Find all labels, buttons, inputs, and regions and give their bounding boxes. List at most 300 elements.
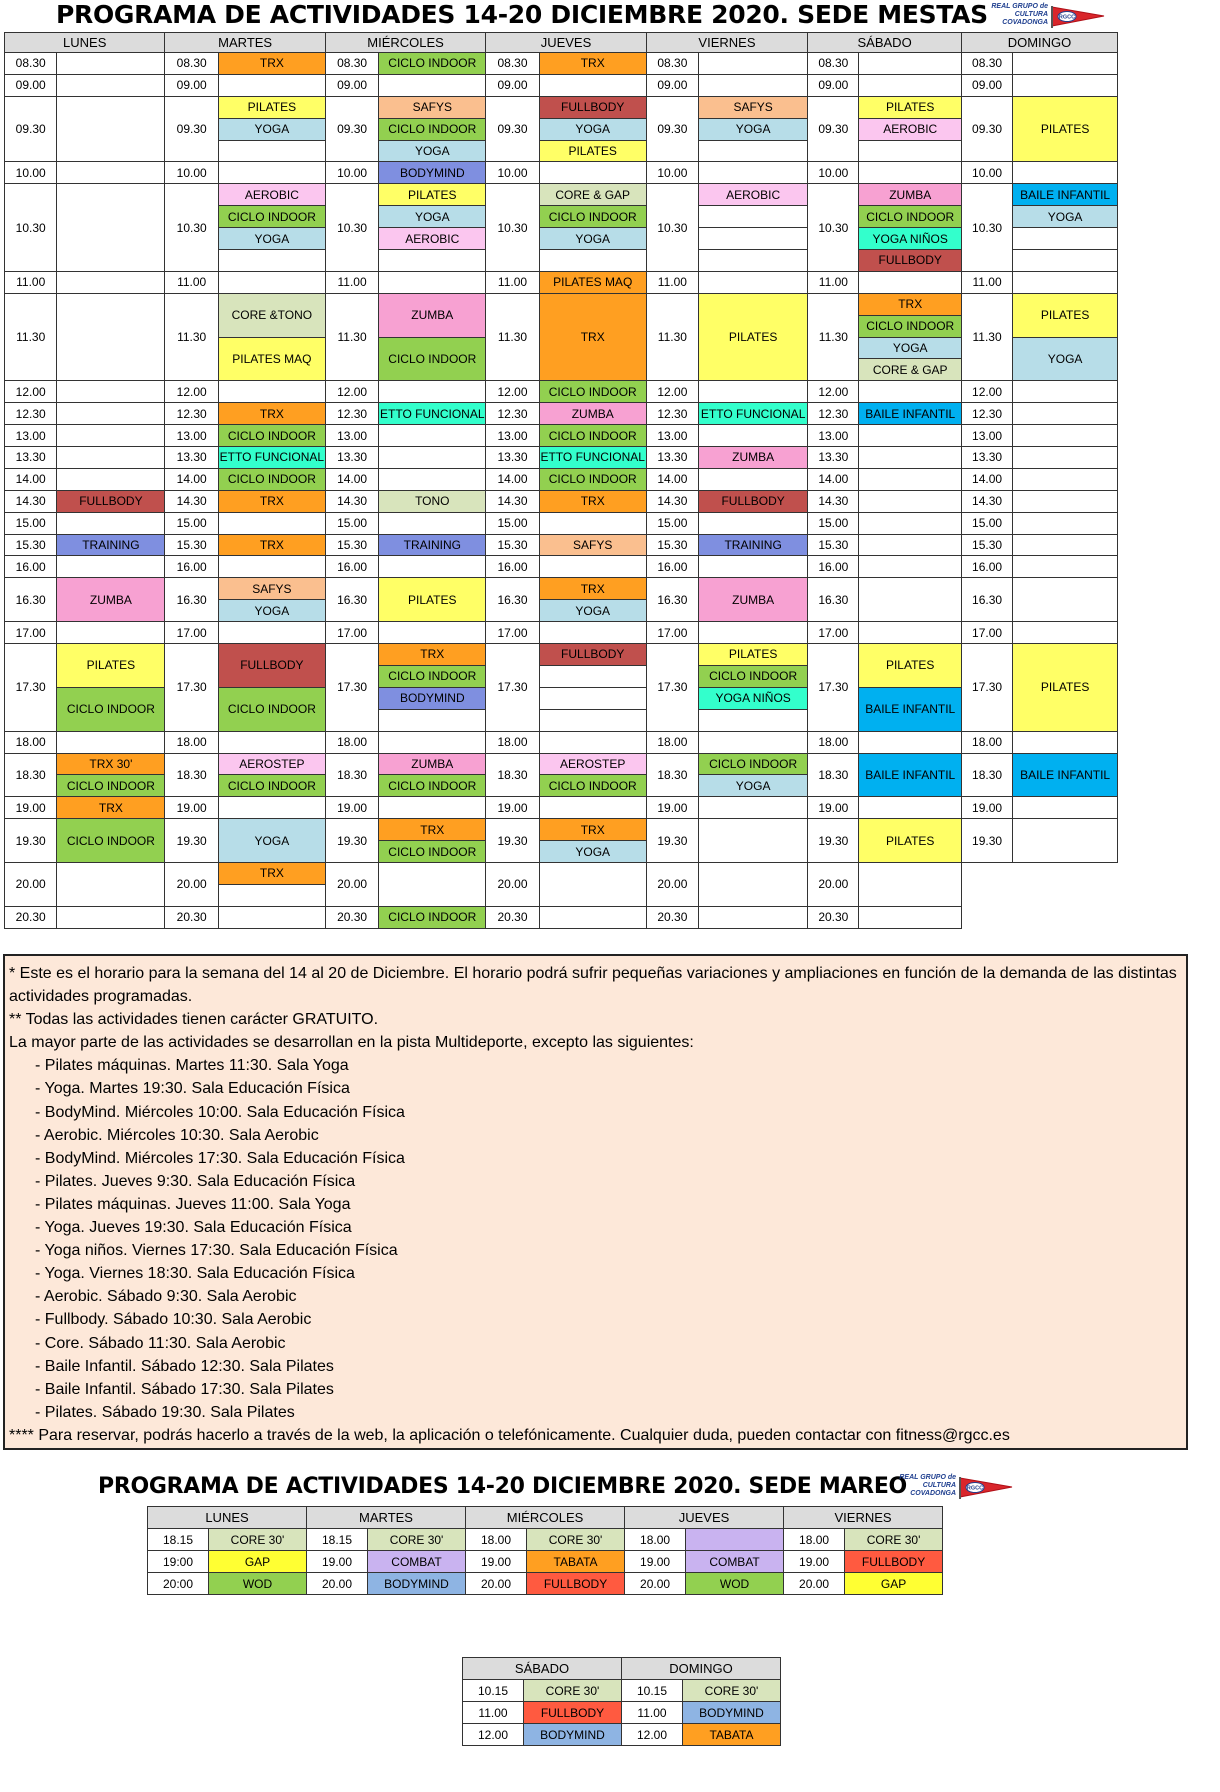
time-cell: 17.30 — [808, 644, 859, 732]
time-slot-row — [5, 447, 1118, 469]
time-cell: 12.00 — [622, 1724, 683, 1746]
time-cell: 19.30 — [165, 819, 218, 863]
empty-cell — [859, 906, 961, 928]
time-cell: 12.00 — [808, 381, 859, 403]
activity-cell: ETTO FUNCIONAL — [218, 447, 325, 469]
day-header: MIÉRCOLES — [325, 33, 485, 53]
mareo-weekday-table — [147, 1506, 943, 1595]
time-cell: 19.00 — [325, 797, 378, 819]
activity-cell: TABATA — [683, 1724, 781, 1746]
empty-cell — [539, 622, 646, 644]
time-cell: 09.30 — [808, 96, 859, 162]
time-slot-row — [5, 862, 1118, 884]
empty-cell — [699, 556, 808, 578]
time-cell: 16.30 — [325, 578, 378, 622]
time-cell: 13.00 — [646, 425, 698, 447]
day-header: DOMINGO — [961, 33, 1117, 53]
time-cell: 12.00 — [5, 381, 57, 403]
time-cell: 09.00 — [486, 74, 539, 96]
time-cell: 12.00 — [961, 381, 1012, 403]
empty-cell — [859, 556, 961, 578]
time-cell: 16.30 — [486, 578, 539, 622]
notes-item: - Pilates. Jueves 9:30. Sala Educación Física — [35, 1172, 356, 1190]
time-cell: 15.30 — [165, 534, 218, 556]
time-cell: 19.00 — [5, 797, 57, 819]
empty-cell — [699, 74, 808, 96]
activity-cell: YOGA — [379, 206, 486, 228]
empty-cell — [859, 512, 961, 534]
empty-cell — [699, 53, 808, 75]
activity-cell: TRAINING — [379, 534, 486, 556]
activity-cell: YOGA NIÑOS — [699, 687, 808, 709]
activity-cell: CICLO INDOOR — [218, 468, 325, 490]
empty-cell — [539, 74, 646, 96]
activity-cell: FULLBODY — [539, 96, 646, 118]
time-cell: 18.00 — [646, 731, 698, 753]
empty-cell — [218, 381, 325, 403]
empty-cell — [379, 622, 486, 644]
activity-cell: FULLBODY — [524, 1702, 622, 1724]
time-cell: 14.30 — [961, 490, 1012, 512]
time-cell: 16.00 — [325, 556, 378, 578]
time-cell: 12.30 — [486, 403, 539, 425]
time-cell: 20.00 — [307, 1573, 368, 1595]
activity-cell: CORE 30' — [524, 1680, 622, 1702]
time-slot-row — [5, 556, 1118, 578]
notes-item: - Baile Infantil. Sábado 12:30. Sala Pilates — [35, 1357, 334, 1375]
time-cell: 18.30 — [325, 753, 378, 797]
time-cell: 14.00 — [646, 468, 698, 490]
time-cell: 16.00 — [5, 556, 57, 578]
activity-cell: YOGA — [218, 118, 325, 140]
empty-cell — [1013, 271, 1118, 293]
time-cell: 10.30 — [486, 184, 539, 272]
activity-cell: ZUMBA — [699, 447, 808, 469]
time-cell: 14.00 — [486, 468, 539, 490]
time-cell: 10.00 — [486, 162, 539, 184]
time-cell: 20.30 — [5, 906, 57, 928]
activity-cell: CICLO INDOOR — [699, 665, 808, 687]
time-cell: 18.00 — [784, 1529, 845, 1551]
activity-cell: BODYMIND — [379, 687, 486, 709]
empty-cell — [699, 250, 808, 272]
time-cell: 11.30 — [325, 293, 378, 381]
empty-cell — [1013, 228, 1118, 250]
time-cell: 14.30 — [486, 490, 539, 512]
time-cell: 12.30 — [961, 403, 1012, 425]
empty-cell — [218, 797, 325, 819]
activity-cell: SAFYS — [539, 534, 646, 556]
time-cell: 19.00 — [165, 797, 218, 819]
time-cell: 09.30 — [5, 96, 57, 162]
empty-cell — [699, 906, 808, 928]
activity-cell: YOGA — [1013, 337, 1118, 381]
day-header: MARTES — [307, 1507, 466, 1529]
activity-cell: PILATES — [57, 644, 165, 688]
activity-cell: SAFYS — [218, 578, 325, 600]
empty-cell — [218, 884, 325, 906]
time-cell: 14.00 — [808, 468, 859, 490]
logo-badge: RGCC — [966, 1485, 984, 1492]
notes-items — [9, 1054, 1182, 1424]
time-cell: 15.30 — [325, 534, 378, 556]
empty-cell — [699, 512, 808, 534]
time-slot-row — [5, 578, 1118, 600]
activity-cell: CICLO INDOOR — [57, 687, 165, 731]
pennant-icon — [958, 1476, 1014, 1500]
activity-cell: TRX — [539, 819, 646, 841]
notes-item: - Pilates. Sábado 19:30. Sala Pilates — [35, 1403, 295, 1421]
notes-item: - Baile Infantil. Sábado 17:30. Sala Pilates — [35, 1380, 334, 1398]
empty-cell — [379, 862, 486, 906]
empty-cell — [218, 622, 325, 644]
day-header: LUNES — [148, 1507, 307, 1529]
notes-item: - Pilates máquinas. Jueves 11:00. Sala Yoga — [35, 1195, 351, 1213]
activity-cell: PILATES — [1013, 644, 1118, 732]
empty-cell — [218, 556, 325, 578]
time-cell: 17.00 — [486, 622, 539, 644]
time-cell: 19.00 — [646, 797, 698, 819]
time-cell: 14.00 — [961, 468, 1012, 490]
mareo-row — [463, 1724, 781, 1746]
empty-cell — [57, 184, 165, 272]
day-header: LUNES — [5, 33, 165, 53]
time-cell: 13.30 — [165, 447, 218, 469]
empty-cell — [379, 468, 486, 490]
time-cell: 10.00 — [325, 162, 378, 184]
mestas-title: PROGRAMA DE ACTIVIDADES 14-20 DICIEMBRE 2020. SEDE MESTAS — [56, 0, 988, 29]
time-cell: 11.30 — [5, 293, 57, 381]
time-cell: 19.30 — [325, 819, 378, 863]
activity-cell: YOGA — [379, 140, 486, 162]
time-cell: 19.30 — [961, 819, 1012, 863]
activity-cell: CICLO INDOOR — [539, 425, 646, 447]
activity-cell: CORE 30' — [845, 1529, 943, 1551]
time-cell: 15.30 — [5, 534, 57, 556]
time-cell: 19.00 — [486, 797, 539, 819]
empty-cell — [57, 556, 165, 578]
empty-cell — [699, 731, 808, 753]
activity-cell: TRX — [539, 490, 646, 512]
activity-cell: CICLO INDOOR — [379, 53, 486, 75]
time-cell: 18.00 — [808, 731, 859, 753]
mareo-row — [463, 1680, 781, 1702]
time-cell: 19.30 — [486, 819, 539, 863]
time-cell: 09.00 — [5, 74, 57, 96]
empty-cell — [859, 140, 961, 162]
time-cell: 13.00 — [808, 425, 859, 447]
notes-item: - Fullbody. Sábado 10:30. Sala Aerobic — [35, 1311, 312, 1329]
time-cell: 13.30 — [961, 447, 1012, 469]
time-cell: 20.00 — [625, 1573, 686, 1595]
notes-item: - Yoga. Jueves 19:30. Sala Educación Física — [35, 1219, 352, 1237]
time-cell: 15.00 — [961, 512, 1012, 534]
activity-cell: BAILE INFANTIL — [859, 687, 961, 731]
time-cell: 10.30 — [325, 184, 378, 272]
empty-cell — [379, 797, 486, 819]
time-cell: 16.00 — [486, 556, 539, 578]
empty-cell — [699, 709, 808, 731]
activity-cell: PILATES — [699, 644, 808, 666]
empty-cell — [859, 731, 961, 753]
time-cell: 10.15 — [463, 1680, 524, 1702]
empty-cell — [539, 906, 646, 928]
time-cell: 09.00 — [165, 74, 218, 96]
activity-cell: AEROBIC — [859, 118, 961, 140]
activity-cell: PILATES — [379, 578, 486, 622]
time-cell: 12.30 — [808, 403, 859, 425]
time-cell: 15.30 — [808, 534, 859, 556]
time-cell: 20.30 — [486, 906, 539, 928]
empty-cell — [699, 622, 808, 644]
activity-cell: ZUMBA — [859, 184, 961, 206]
empty-cell — [218, 906, 325, 928]
activity-cell: FULLBODY — [57, 490, 165, 512]
activity-cell: BAILE INFANTIL — [1013, 753, 1118, 797]
time-cell: 11.00 — [646, 271, 698, 293]
activity-cell: CORE 30' — [683, 1680, 781, 1702]
empty-cell — [859, 468, 961, 490]
empty-cell — [1013, 578, 1118, 622]
time-cell: 11.30 — [646, 293, 698, 381]
time-cell: 15.00 — [646, 512, 698, 534]
empty-cell — [539, 862, 646, 906]
activity-cell: FULLBODY — [699, 490, 808, 512]
mareo-title: PROGRAMA DE ACTIVIDADES 14-20 DICIEMBRE 2020. SEDE MAREO — [98, 1474, 907, 1499]
empty-cell — [57, 512, 165, 534]
time-cell: 17.00 — [165, 622, 218, 644]
activity-cell: BAILE INFANTIL — [859, 753, 961, 797]
time-cell: 16.00 — [165, 556, 218, 578]
activity-cell: PILATES — [859, 819, 961, 863]
activity-cell: CICLO INDOOR — [218, 206, 325, 228]
empty-cell — [57, 381, 165, 403]
time-slot-row — [5, 644, 1118, 666]
activity-cell: BAILE INFANTIL — [859, 403, 961, 425]
activity-cell: FULLBODY — [218, 644, 325, 688]
mestas-schedule-table — [4, 32, 1118, 929]
empty-cell — [859, 381, 961, 403]
activity-cell: PILATES — [859, 96, 961, 118]
day-header: SÁBADO — [463, 1658, 622, 1680]
activity-cell: AEROBIC — [699, 184, 808, 206]
time-cell: 14.00 — [325, 468, 378, 490]
day-header: SÁBADO — [808, 33, 962, 53]
empty-cell — [379, 74, 486, 96]
empty-cell — [699, 381, 808, 403]
activity-cell: CICLO INDOOR — [539, 468, 646, 490]
activity-cell: CICLO INDOOR — [218, 425, 325, 447]
time-cell: 15.00 — [5, 512, 57, 534]
time-slot-row — [5, 490, 1118, 512]
time-cell: 19.00 — [307, 1551, 368, 1573]
time-cell: 11.00 — [5, 271, 57, 293]
time-slot-row — [5, 271, 1118, 293]
empty-cell — [699, 468, 808, 490]
empty-cell — [218, 250, 325, 272]
activity-cell: CICLO INDOOR — [57, 819, 165, 863]
time-cell: 11.30 — [961, 293, 1012, 381]
time-cell: 13.30 — [325, 447, 378, 469]
time-cell: 12.30 — [5, 403, 57, 425]
empty-cell — [1013, 74, 1118, 96]
activity-cell: BODYMIND — [683, 1702, 781, 1724]
activity-cell: ETTO FUNCIONAL — [379, 403, 486, 425]
empty-cell — [539, 797, 646, 819]
time-cell: 18.30 — [808, 753, 859, 797]
empty-cell — [859, 425, 961, 447]
empty-cell — [57, 447, 165, 469]
empty-cell — [539, 512, 646, 534]
activity-cell: CICLO INDOOR — [218, 687, 325, 731]
time-cell: 20.00 — [5, 862, 57, 906]
empty-cell — [539, 556, 646, 578]
notes-panel — [3, 954, 1188, 1450]
mareo-row — [463, 1702, 781, 1724]
activity-cell: TRX — [57, 797, 165, 819]
activity-cell: CORE 30' — [368, 1529, 466, 1551]
day-header: DOMINGO — [622, 1658, 781, 1680]
time-cell: 13.30 — [808, 447, 859, 469]
time-cell: 11.00 — [808, 271, 859, 293]
empty-cell — [218, 74, 325, 96]
time-cell: 10.00 — [808, 162, 859, 184]
activity-cell: ZUMBA — [57, 578, 165, 622]
time-cell: 20.00 — [784, 1573, 845, 1595]
activity-cell: BODYMIND — [368, 1573, 466, 1595]
empty-cell — [379, 447, 486, 469]
time-cell: 15.00 — [486, 512, 539, 534]
empty-cell — [57, 862, 165, 906]
time-cell: 20.00 — [486, 862, 539, 906]
notes-item: - Yoga. Martes 19:30. Sala Educación Física — [35, 1080, 350, 1098]
empty-cell — [379, 556, 486, 578]
time-cell: 08.30 — [961, 53, 1012, 75]
time-cell: 12.00 — [165, 381, 218, 403]
time-cell: 08.30 — [325, 53, 378, 75]
activity-cell: CICLO INDOOR — [379, 775, 486, 797]
time-cell: 14.00 — [5, 468, 57, 490]
activity-cell: TRX — [539, 293, 646, 381]
empty-cell — [859, 447, 961, 469]
time-cell: 09.00 — [325, 74, 378, 96]
empty-cell — [699, 862, 808, 906]
day-header: JUEVES — [625, 1507, 784, 1529]
activity-cell: TRX — [218, 53, 325, 75]
time-slot-row — [5, 162, 1118, 184]
empty-cell — [686, 1529, 784, 1551]
empty-cell — [859, 534, 961, 556]
activity-cell: CORE & GAP — [859, 359, 961, 381]
activity-cell: CICLO INDOOR — [539, 381, 646, 403]
activity-cell: YOGA — [218, 819, 325, 863]
notes-item: - Aerobic. Sábado 9:30. Sala Aerobic — [35, 1288, 297, 1306]
time-cell: 19.00 — [466, 1551, 527, 1573]
time-cell: 15.00 — [325, 512, 378, 534]
activity-cell: TRX — [539, 53, 646, 75]
time-cell: 17.00 — [808, 622, 859, 644]
empty-cell — [859, 53, 961, 75]
time-cell: 10.00 — [165, 162, 218, 184]
activity-cell: FULLBODY — [539, 644, 646, 666]
activity-cell: YOGA — [539, 118, 646, 140]
empty-cell — [539, 731, 646, 753]
time-cell: 09.00 — [808, 74, 859, 96]
empty-cell — [1013, 731, 1118, 753]
time-slot-row — [5, 96, 1118, 118]
logo-badge: RGCC — [1058, 14, 1076, 21]
rgcc-logo-mareo — [898, 1473, 1028, 1503]
time-cell: 18.00 — [325, 731, 378, 753]
activity-cell: WOD — [209, 1573, 307, 1595]
time-cell: 11.30 — [165, 293, 218, 381]
activity-cell: TRX — [379, 644, 486, 666]
empty-cell — [1013, 425, 1118, 447]
empty-cell — [1013, 250, 1118, 272]
time-cell: 16.30 — [165, 578, 218, 622]
time-cell: 13.30 — [646, 447, 698, 469]
time-cell: 10.30 — [961, 184, 1012, 272]
time-cell: 15.00 — [808, 512, 859, 534]
mareo-weekend-table — [462, 1657, 781, 1746]
empty-cell — [699, 228, 808, 250]
activity-cell: TRAINING — [699, 534, 808, 556]
time-slot-row — [5, 906, 1118, 928]
activity-cell: CICLO INDOOR — [379, 118, 486, 140]
time-cell: 17.30 — [165, 644, 218, 732]
time-cell: 19.30 — [5, 819, 57, 863]
time-cell: 16.00 — [961, 556, 1012, 578]
activity-cell: PILATES — [218, 96, 325, 118]
time-cell: 10.30 — [5, 184, 57, 272]
time-cell: 18.15 — [148, 1529, 209, 1551]
time-cell: 13.00 — [325, 425, 378, 447]
activity-cell: CORE &TONO — [218, 293, 325, 337]
activity-cell: PILATES — [379, 184, 486, 206]
notes-intro: * Este es el horario para la semana del 14 al 20 de Diciembre. El horario podrá sufrir pequeñas variaciones y ampliaciones en función de la demanda de las distintas actividades programadas. — [9, 965, 1177, 1006]
day-header: JUEVES — [486, 33, 646, 53]
time-cell: 09.30 — [325, 96, 378, 162]
day-header: VIERNES — [646, 33, 808, 53]
time-cell: 20.00 — [646, 862, 698, 906]
activity-cell: GAP — [209, 1551, 307, 1573]
activity-cell: CICLO INDOOR — [379, 906, 486, 928]
time-cell: 17.30 — [325, 644, 378, 732]
time-slot-row — [5, 512, 1118, 534]
activity-cell: SAFYS — [379, 96, 486, 118]
time-slot-row — [5, 622, 1118, 644]
empty-cell — [859, 622, 961, 644]
time-cell: 20.00 — [165, 862, 218, 906]
activity-cell: TRX — [218, 403, 325, 425]
activity-cell: YOGA — [699, 775, 808, 797]
time-cell: 18.00 — [5, 731, 57, 753]
activity-cell: COMBAT — [686, 1551, 784, 1573]
empty-cell — [859, 74, 961, 96]
time-cell: 19:00 — [148, 1551, 209, 1573]
activity-cell: BAILE INFANTIL — [1013, 184, 1118, 206]
notes-item: - BodyMind. Miércoles 10:00. Sala Educación Física — [35, 1103, 405, 1121]
activity-cell: PILATES MAQ — [218, 337, 325, 381]
notes-lead: La mayor parte de las actividades se desarrollan en la pista Multideporte, excepto las siguientes: — [9, 1034, 694, 1052]
time-slot-row — [5, 403, 1118, 425]
empty-cell — [1013, 534, 1118, 556]
time-cell: 09.00 — [646, 74, 698, 96]
time-cell: 17.00 — [5, 622, 57, 644]
empty-cell — [1013, 819, 1118, 863]
activity-cell: TRX — [859, 293, 961, 315]
activity-cell: FULLBODY — [845, 1551, 943, 1573]
